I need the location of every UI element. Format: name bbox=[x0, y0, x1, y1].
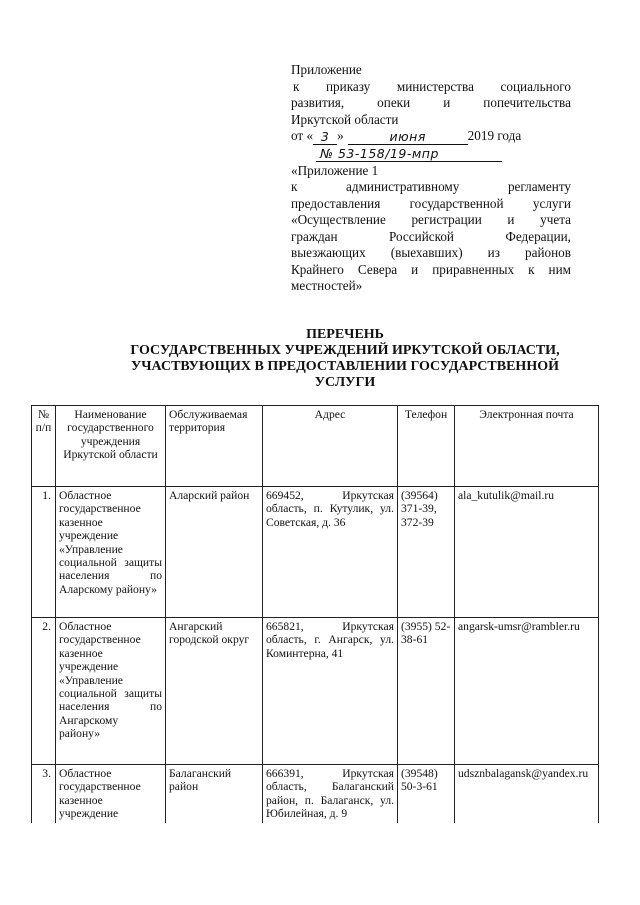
regulation-line-4: «Осуществление регистрации и учета bbox=[291, 212, 571, 227]
appendix-word: и bbox=[443, 95, 451, 110]
cell-email: angarsk-umsr@rambler.ru bbox=[455, 618, 599, 765]
title-line: УЧАСТВУЮЩИХ В ПРЕДОСТАВЛЕНИИ ГОСУДАРСТВЕННОЙ bbox=[131, 359, 559, 374]
regulation-word: регламенту bbox=[507, 179, 571, 194]
header-num: № п/п bbox=[32, 406, 56, 487]
regulation-word: Российской bbox=[389, 228, 454, 244]
cell-name: Областное государственное казенное учреждение «Управление социальной защиты населения по Ангарскому району» bbox=[56, 618, 166, 765]
cell-num: 3. bbox=[32, 765, 56, 823]
handwritten-month: июня bbox=[348, 130, 468, 145]
date-quote: » bbox=[337, 128, 344, 143]
title-line: ПЕРЕЧЕНЬ bbox=[306, 327, 384, 342]
appendix-word: министерства bbox=[396, 78, 474, 94]
cell-email: ala_kutulik@mail.ru bbox=[455, 487, 599, 618]
appendix-word: приказу bbox=[325, 78, 371, 94]
handwritten-order-number: № 53-158/19-мпр bbox=[316, 147, 502, 162]
date-prefix: от « bbox=[291, 128, 314, 143]
header-address: Адрес bbox=[263, 406, 398, 487]
appendix-word: к bbox=[293, 78, 300, 94]
regulation-word: административному bbox=[346, 179, 460, 194]
appendix-word: развития, bbox=[291, 95, 345, 110]
appendix-header bbox=[291, 62, 571, 295]
cell-territory: Ангарский городской округ bbox=[166, 618, 263, 765]
appendix-line-2 bbox=[291, 79, 571, 96]
cell-name: Областное государственное казенное учреждение bbox=[56, 765, 166, 823]
regulation-line-3: предоставления государственной услуги bbox=[291, 195, 571, 211]
date-year: 2019 года bbox=[467, 128, 522, 143]
title-line: ГОСУДАРСТВЕННЫХ УЧРЕЖДЕНИЙ ИРКУТСКОЙ ОБЛАСТИ, bbox=[130, 343, 560, 358]
order-number-line bbox=[291, 146, 571, 163]
header-name: Наименование государственного учреждения Иркутской области bbox=[56, 406, 166, 487]
table-row bbox=[32, 487, 599, 618]
regulation-word: граждан bbox=[291, 228, 338, 244]
cell-num: 2. bbox=[32, 618, 56, 765]
cell-name: Областное государственное казенное учреждение «Управление социальной защиты населения по Аларскому району» bbox=[56, 487, 166, 618]
cell-phone: (39548) 50-3-61 bbox=[398, 765, 455, 823]
regulation-line-6: выезжающих (выехавших) из районов bbox=[291, 245, 571, 260]
handwritten-day: 3 bbox=[313, 130, 337, 145]
cell-address: 669452, Иркутская область, п. Кутулик, ул. Советская, д. 36 bbox=[263, 487, 398, 618]
cell-num: 1. bbox=[32, 487, 56, 618]
header-territory: Обслуживаемая территория bbox=[166, 406, 263, 487]
regulation-line-2 bbox=[291, 179, 571, 196]
appendix-line-4 bbox=[291, 112, 571, 129]
appendix-title: Приложение bbox=[291, 62, 362, 77]
cell-phone: (3955) 52-38-61 bbox=[398, 618, 455, 765]
appendix-word: социального bbox=[500, 78, 571, 94]
document-title bbox=[80, 327, 610, 391]
appendix-line-1 bbox=[291, 62, 571, 79]
regulation-line-8: местностей» bbox=[291, 278, 363, 293]
regulation-word: Федерации, bbox=[505, 228, 571, 244]
regulation-appendix-title: «Приложение 1 bbox=[291, 162, 379, 178]
header-phone: Телефон bbox=[398, 406, 455, 487]
regulation-line-7: Крайнего Севера и приравненных к ним bbox=[291, 261, 571, 277]
cell-address: 665821, Иркутская область, г. Ангарск, ул. Коминтерна, 41 bbox=[263, 618, 398, 765]
regulation-line-1 bbox=[291, 163, 571, 180]
table-row bbox=[32, 765, 599, 823]
appendix-word: опеки bbox=[377, 95, 411, 110]
regulation-word: к bbox=[291, 179, 298, 194]
header-email: Электронная почта bbox=[455, 406, 599, 487]
appendix-region: Иркутской области bbox=[291, 111, 399, 127]
appendix-word: попечительства bbox=[483, 95, 571, 110]
cell-territory: Балаганский район bbox=[166, 765, 263, 823]
order-date bbox=[291, 128, 571, 145]
cell-address: 666391, Иркутская область, Балаганский район, п. Балаганск, ул. Юбилейная, д. 9 bbox=[263, 765, 398, 823]
institutions-table bbox=[31, 405, 599, 823]
table-row bbox=[32, 618, 599, 765]
cell-territory: Аларский район bbox=[166, 487, 263, 618]
cell-email: udsznbalagansk@yandex.ru bbox=[455, 765, 599, 823]
appendix-line-3 bbox=[291, 95, 571, 112]
regulation-line-5 bbox=[291, 229, 571, 246]
cell-phone: (39564) 371-39, 372-39 bbox=[398, 487, 455, 618]
table-header-row bbox=[32, 406, 599, 487]
title-line: УСЛУГИ bbox=[314, 375, 376, 390]
